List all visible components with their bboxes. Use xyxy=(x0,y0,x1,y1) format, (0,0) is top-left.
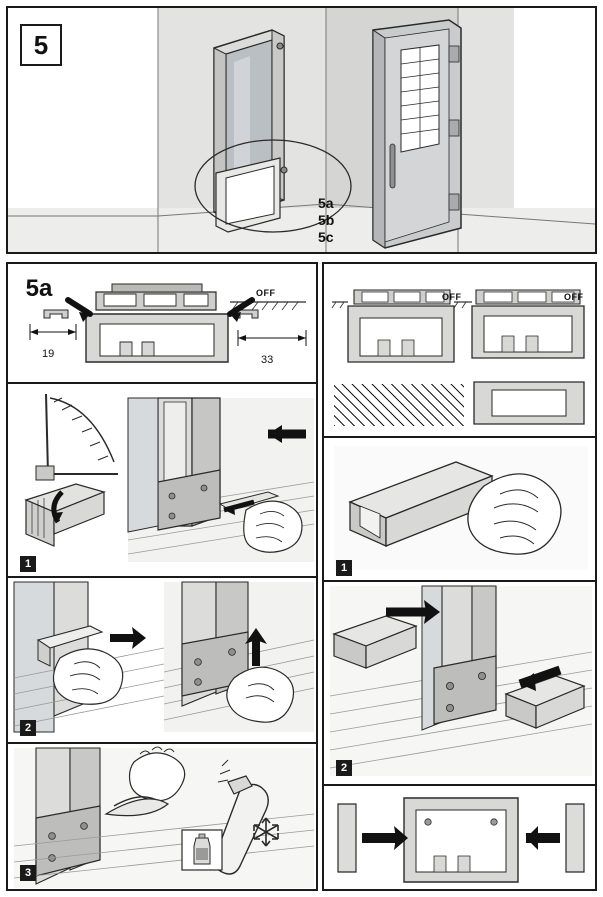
dimension-19: 19 xyxy=(42,348,55,360)
step-badge-5: 5 xyxy=(20,24,62,66)
substep-chip-1-5a-visible: 1 xyxy=(20,556,36,572)
door-leaf-illustration xyxy=(363,16,473,251)
off-marker-5b-right: OFF xyxy=(564,292,584,302)
divider-5b-1 xyxy=(324,436,595,438)
divider-5a-1 xyxy=(8,382,316,384)
strip-removal-left-5a xyxy=(14,582,164,734)
substep-chip-2-5b: 2 xyxy=(336,760,352,776)
divider-5a-3 xyxy=(8,742,316,744)
panel-step-5b xyxy=(322,262,597,891)
tube-profile-hand-5b xyxy=(334,446,588,574)
step-badge-5a: 5a xyxy=(16,272,62,306)
substep-chip-2-5a: 2 xyxy=(20,720,36,736)
divider-5a-2 xyxy=(8,576,316,578)
cleaning-spray-5a xyxy=(14,748,314,890)
seal-strip-illustration xyxy=(18,388,128,558)
box-section-5b xyxy=(470,378,594,430)
divider-5b-3 xyxy=(324,784,595,786)
panel-step-5a xyxy=(6,262,318,891)
divider-5b-2 xyxy=(324,580,595,582)
frame-corner-insertion-5a xyxy=(128,386,314,566)
tube-assembly-5b xyxy=(330,586,592,778)
callout-5c: 5c xyxy=(318,229,334,245)
substrate-hatch-left xyxy=(334,384,464,426)
off-marker-5a: OFF xyxy=(256,288,276,298)
substep-chip-1-5b: 1 xyxy=(336,560,352,576)
strip-removal-right-5a xyxy=(164,582,314,734)
off-marker-5b-left: OFF xyxy=(442,292,462,302)
callout-5a: 5a xyxy=(318,195,334,211)
substep-chip-3-5a: 3 xyxy=(20,865,36,881)
panel-step-5 xyxy=(6,6,597,254)
final-assembly-section-5b xyxy=(338,794,584,890)
callout-5b: 5b xyxy=(318,212,335,228)
dimension-33: 33 xyxy=(261,354,274,366)
